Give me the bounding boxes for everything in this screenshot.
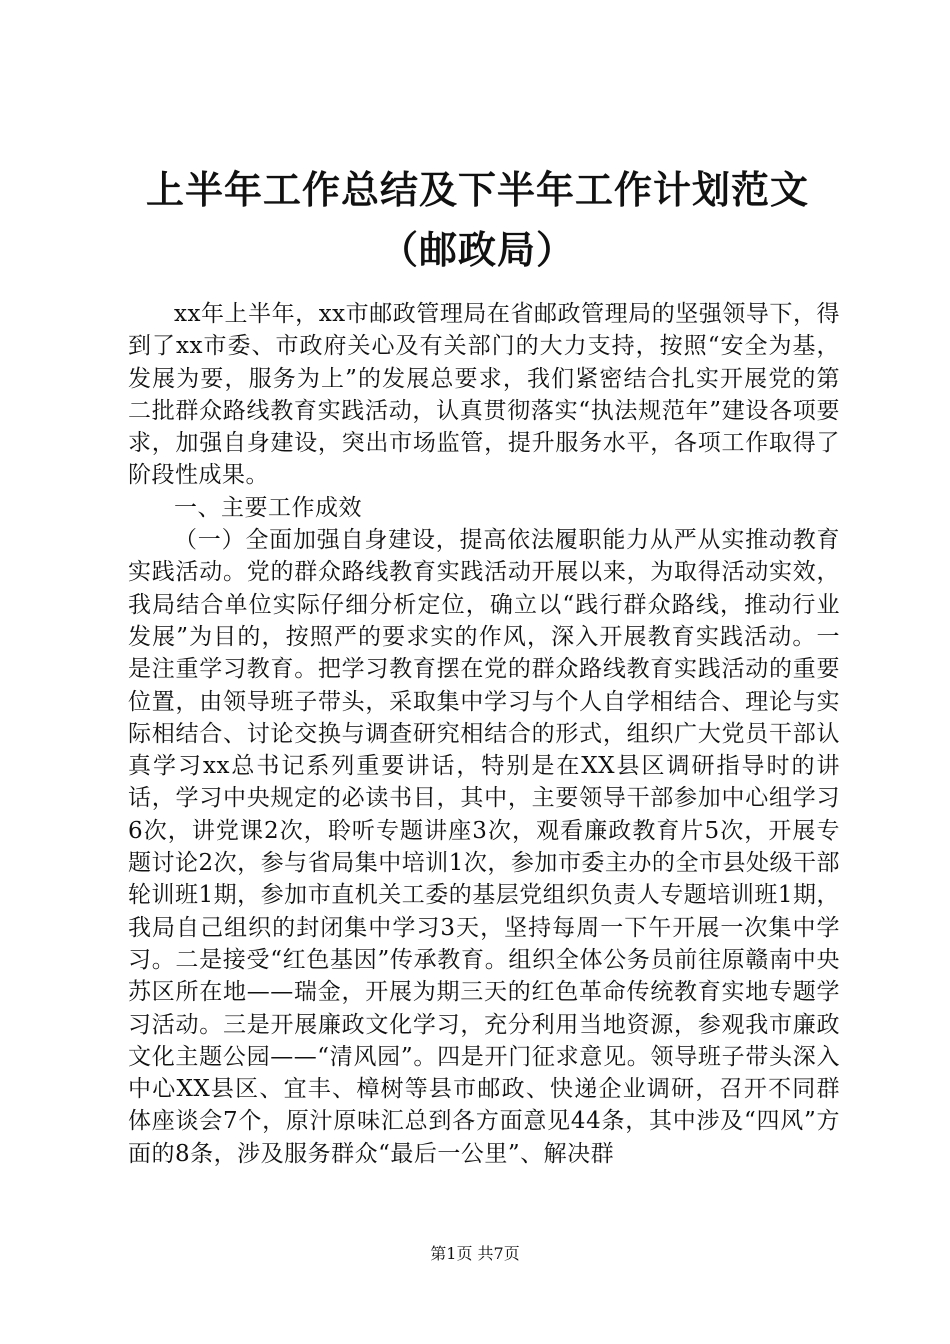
section-heading: 一、主要工作成效 [174,494,362,521]
body-paragraph: （一）全面加强自身建设，提高依法履职能力从严从实推动教育实践活动。党的群众路线教育实践活动开展以来，为取得活动实效，我局结合单位实际仔细分析定位，确立以“践行群众路线，推动行业发展”为目的，按照严的要求实的作风，深入开展教育实践活动。一是注重学习教育。把学习教育摆在党的群众路线教育实践活动的重要位置，由领导班子带头，采取集中学习与个人自学相结合、理论与实际相结合、讨论交换与调查研究相结合的形式，组织广大党员干部认真学习xx总书记系列重要讲话，特别是在XX县区调研指导时的讲话，学习中央规定的必读书目，其中，主要领导干部参加中心组学习6次，讲党课2次，聆听专题讲座3次，观看廉政教育片5次，开展专题讨论2次，参与省局集中培训1次，参加市委主办的全市县处级干部轮训班1期，参加市直机关工委的基层党组织负责人专题培训班1期，我局自己组织的封闭集中学习3天，坚持每周一下午开展一次集中学习。二是接受“红色基因”传承教育。组织全体公务员前往原赣南中央苏区所在地——瑞金，开展为期三天的红色革命传统教育实地专题学习活动。三是开展廉政文化学习，充分利用当地资源，参观我市廉政文化主题公园——“清风园”。四是开门征求意见。领导班子带头深入中心XX县区、宜丰、樟树等县市邮政、快递企业调研，召开不同群体座谈会7个，原汁原味汇总到各方面意见44条，其中涉及“四风”方面的8条，涉及服务群众“最后一公里”、解决群 [128,527,840,1167]
document-title: 上半年工作总结及下半年工作计划范文（邮政局） [145,167,809,272]
intro-paragraph: xx年上半年，xx市邮政管理局在省邮政管理局的坚强领导下，得到了xx市委、市政府关心及有关部门的大力支持，按照“安全为基，发展为要，服务为上”的发展总要求，我们紧密结合扎实开展党的第二批群众路线教育实践活动，认真贯彻落实“执法规范年”建设各项要求，加强自身建设，突出市场监管，提升服务水平，各项工作取得了阶段性成果。 [128,301,840,489]
page-number: 第1页 共7页 [430,1244,520,1263]
document-body [128,298,840,1170]
